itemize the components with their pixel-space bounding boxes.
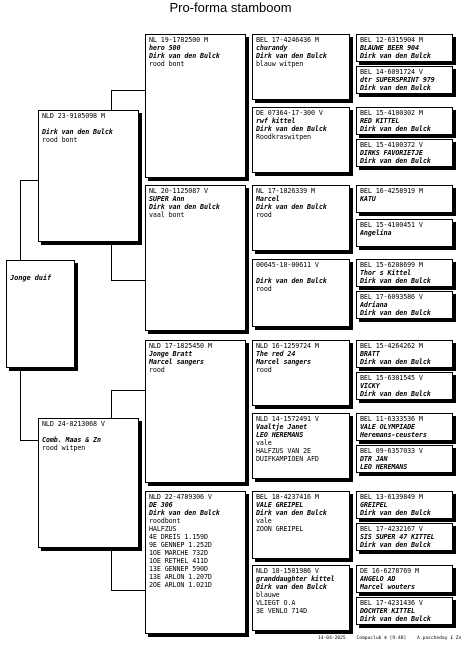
owner-name: Dirk van den Bulck <box>256 125 327 133</box>
performance-line: HALFZUS <box>149 525 177 533</box>
ring-number: BEL 15-6301545 V <box>360 374 423 382</box>
ring-number: BEL 15-4100302 M <box>360 109 423 117</box>
great-grandparent-box[interactable] <box>252 34 350 100</box>
footer-software: Compuclub ® [9.48] <box>356 636 407 641</box>
pigeon-name <box>42 428 136 436</box>
pigeon-name: VALE GREIPEL <box>256 501 304 509</box>
ring-number: BEL 18-4237416 M <box>256 493 319 501</box>
pigeon-name: SUPER Ann <box>149 195 185 203</box>
gg-grandparent-box[interactable] <box>356 139 453 167</box>
great-grandparent-box[interactable] <box>252 107 350 173</box>
pigeon-name: churandy <box>256 44 288 52</box>
pigeon-name: DTR JAN <box>360 455 388 463</box>
pigeon-name: Thor s Kittel <box>360 269 412 277</box>
owner-name <box>360 203 450 211</box>
pigeon-color: rood witpen <box>42 444 86 452</box>
pigeon-color: roodbont <box>149 517 181 525</box>
pigeon-name: The red 24 <box>256 350 296 358</box>
ring-number: NL 17-1826339 M <box>256 187 315 195</box>
pigeon-color: blauwe <box>256 591 280 599</box>
pigeon-color: vale <box>256 517 272 525</box>
owner-name: Marcel sangers <box>149 358 204 366</box>
ring-number: DE 07364-17-300 V <box>256 109 323 117</box>
owner-name: Dirk van den Bulck <box>360 358 431 366</box>
pigeon-name <box>256 269 347 277</box>
ring-number: NL 20-1125087 V <box>149 187 208 195</box>
gg-grandparent-box[interactable] <box>356 491 453 519</box>
performance-line: 9E GENNEP 1.252D <box>149 541 212 549</box>
gg-grandparent-box[interactable] <box>356 291 453 319</box>
owner-name: Marcel wouters <box>360 583 415 591</box>
pigeon-name: Marcel <box>256 195 280 203</box>
gg-grandparent-box[interactable] <box>356 523 453 551</box>
ring-number: NLD 17-1825450 M <box>149 342 212 350</box>
pigeon-name: BLAUWE BEER 904 <box>360 44 419 52</box>
gg-grandparent-box[interactable] <box>356 66 453 94</box>
page-title: Pro-forma stamboom <box>169 0 292 15</box>
pigeon-name: BRATT <box>360 350 380 358</box>
performance-line: ZOON GREIPEL <box>256 525 304 533</box>
owner-name: Dirk van den Bulck <box>360 509 431 517</box>
performance-line: 1OE MARCHE 732D <box>149 549 208 557</box>
connector <box>111 90 145 91</box>
grandparent-box[interactable] <box>145 185 246 331</box>
gg-grandparent-box[interactable] <box>356 185 453 213</box>
owner-name: Dirk van den Bulck <box>360 615 431 623</box>
gg-grandparent-box[interactable] <box>356 413 453 441</box>
owner-name: Heremans-ceusters <box>360 431 427 439</box>
owner-name: Dirk van den Bulck <box>360 309 431 317</box>
ring-number: BEL 09-6357033 V <box>360 447 423 455</box>
owner-name: Dirk van den Bulck <box>360 157 431 165</box>
owner-name <box>360 237 450 245</box>
performance-line: 13E GENNEP 590D <box>149 565 208 573</box>
pigeon-name: VICKY <box>360 382 380 390</box>
subject-box[interactable] <box>6 260 75 368</box>
owner-name: Dirk van den Bulck <box>360 84 431 92</box>
pigeon-name: DOCHTER KITTEL <box>360 607 415 615</box>
ring-number: BEL 15-4264262 M <box>360 342 423 350</box>
ring-number: BEL 11-6333536 M <box>360 415 423 423</box>
pigeon-color: rood <box>256 366 272 374</box>
performance-line: VLIEGT O.A <box>256 599 296 607</box>
owner-name: Marcel sangers <box>256 358 311 366</box>
pigeon-name: VALE OLYMPIADE <box>360 423 415 431</box>
performance-line: DUIFKAMPIOEN AFD <box>256 455 319 463</box>
great-grandparent-box[interactable] <box>252 340 350 406</box>
grandparent-box[interactable] <box>145 491 246 634</box>
owner-name: Dirk van den Bulck <box>256 52 327 60</box>
pigeon-name: Vaaltje Janet <box>256 423 308 431</box>
ring-number: BEL 17-4246436 M <box>256 36 319 44</box>
owner-name: Dirk van den Bulck <box>256 277 327 285</box>
ring-number: BEL 17-4232167 V <box>360 525 423 533</box>
gg-grandparent-box[interactable] <box>356 340 453 368</box>
owner-name: Dirk van den Bulck <box>256 583 327 591</box>
pigeon-name: SIS SUPER 47 KITTEL <box>360 533 435 541</box>
gg-grandparent-box[interactable] <box>356 107 453 135</box>
ring-number: NLD 22-4789306 V <box>149 493 212 501</box>
pigeon-color: rood <box>149 366 165 374</box>
gg-grandparent-box[interactable] <box>356 445 453 473</box>
pigeon-name: Adriana <box>360 301 388 309</box>
owner-name: Dirk van den Bulck <box>256 509 327 517</box>
owner-name: Comb. Maas & Zn <box>42 436 101 444</box>
ring-number: 00645-18-00611 V <box>256 261 319 269</box>
ring-number: DE 16-6278769 M <box>360 567 419 575</box>
performance-line: 4E DREIS 1.159D <box>149 533 208 541</box>
owner-name: Dirk van den Bulck <box>360 277 431 285</box>
ring-number: BEL 17-6093586 V <box>360 293 423 301</box>
pigeon-name: KATU <box>360 195 376 203</box>
owner-name: Dirk van den Bulck <box>149 52 220 60</box>
ring-number: BEL 15-6208699 M <box>360 261 423 269</box>
pigeon-name: Angelina <box>360 229 392 237</box>
great-grandparent-box[interactable] <box>252 259 350 327</box>
ring-number: BEL 13-6139849 M <box>360 493 423 501</box>
owner-name: Dirk van den Bulck <box>42 128 113 136</box>
owner-name: Dirk van den Bulck <box>149 203 220 211</box>
pigeon-name: hero 500 <box>149 44 181 52</box>
parent-dam-box[interactable] <box>38 418 139 548</box>
ring-number: BEL 16-4258919 M <box>360 187 423 195</box>
footer-page: A.pascheday £ Zn <box>417 636 461 641</box>
pigeon-color: rood <box>256 211 272 219</box>
owner-name: Dirk van den Bulck <box>149 509 220 517</box>
connector <box>111 280 145 281</box>
owner-name: Dirk van den Bulck <box>256 203 327 211</box>
performance-line: 3E VENLO 714D <box>256 607 308 615</box>
great-grandparent-box[interactable] <box>252 565 350 631</box>
great-grandparent-box[interactable] <box>252 491 350 559</box>
pigeon-color: rood <box>256 285 272 293</box>
pigeon-name: RED KITTEL <box>360 117 400 125</box>
pigeon-color: vaal bont <box>149 211 185 219</box>
gg-grandparent-box[interactable] <box>356 565 453 593</box>
pigeon-name: DE 306 <box>149 501 173 509</box>
pigeon-name: DIRKS FAVORIETJE <box>360 149 423 157</box>
grandparent-box[interactable] <box>145 34 246 178</box>
ring-number: BEL 12-6315904 M <box>360 36 423 44</box>
pigeon-color: vale <box>256 439 272 447</box>
ring-number: NLD 16-1259724 M <box>256 342 319 350</box>
pigeon-name <box>42 120 136 128</box>
owner-name: Dirk van den Bulck <box>360 541 431 549</box>
owner-name: Dirk van den Bulck <box>360 125 431 133</box>
footer-date: 14-04-2025 <box>318 636 346 641</box>
great-grandparent-box[interactable] <box>252 413 350 479</box>
gg-grandparent-box[interactable] <box>356 372 453 400</box>
ring-number: NL 19-1782500 M <box>149 36 208 44</box>
pigeon-color: Roodkraswitpen <box>256 133 311 141</box>
owner-name: LEO HEREMANS <box>360 463 408 471</box>
footer <box>318 636 461 642</box>
connector <box>111 590 145 591</box>
ring-number: NLD 24-8213068 V <box>42 420 105 428</box>
performance-line: HALFZUS VAN 2E <box>256 447 311 455</box>
grandparent-box[interactable] <box>145 340 246 483</box>
pigeon-color: blauw witpen <box>256 60 304 68</box>
great-grandparent-box[interactable] <box>252 185 350 251</box>
gg-grandparent-box[interactable] <box>356 259 453 287</box>
ring-number: BEL 17-4231436 V <box>360 599 423 607</box>
ring-number: NLD 18-1501986 V <box>256 567 319 575</box>
ring-number: NLD 23-9105098 M <box>42 112 105 120</box>
owner-name: LEO HEREMANS <box>256 431 304 439</box>
owner-name: Dirk van den Bulck <box>360 390 431 398</box>
performance-line: 2OE ARLON 1.021D <box>149 581 212 589</box>
gg-grandparent-box[interactable] <box>356 219 453 247</box>
ring-number: BEL 15-4100372 V <box>360 141 423 149</box>
pigeon-color: rood bont <box>149 60 185 68</box>
ring-number: BEL 14-6091724 V <box>360 68 423 76</box>
pigeon-color: rood bont <box>42 136 78 144</box>
parent-sire-box[interactable] <box>38 110 139 242</box>
performance-line: 13E ARLON 1.207D <box>149 573 212 581</box>
pigeon-name: granddaughter kittel <box>256 575 335 583</box>
gg-grandparent-box[interactable] <box>356 597 453 625</box>
pigeon-name: ANGELO AD <box>360 575 396 583</box>
connector <box>20 440 40 441</box>
ring-number: BEL 15-4100451 V <box>360 221 423 229</box>
ring-number: NLD 14-1572491 V <box>256 415 319 423</box>
pigeon-name: GREIPEL <box>360 501 388 509</box>
performance-line: 1OE RETHEL 411D <box>149 557 208 565</box>
connector <box>111 390 145 391</box>
gg-grandparent-box[interactable] <box>356 34 453 62</box>
pigeon-name: Jonge Bratt <box>149 350 193 358</box>
pigeon-name: rwf kittel <box>256 117 296 125</box>
owner-name: Dirk van den Bulck <box>360 52 431 60</box>
pigeon-name: dtr SUPERSPRINT 979 <box>360 76 435 84</box>
connector <box>20 180 40 181</box>
subject-name: Jonge duif <box>10 274 52 282</box>
